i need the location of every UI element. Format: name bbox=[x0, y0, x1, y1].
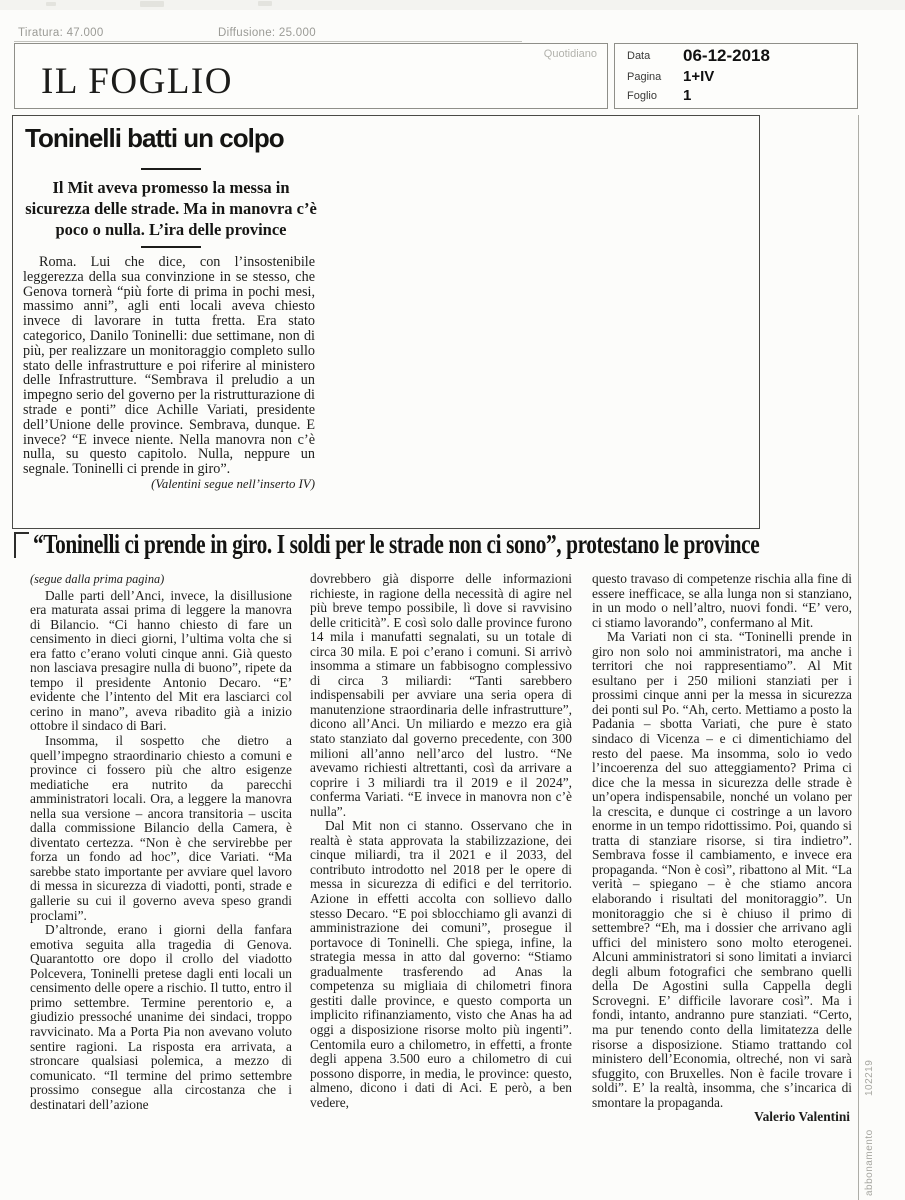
issue-info-box bbox=[614, 43, 858, 109]
headline-corner-bracket bbox=[14, 532, 29, 558]
article1-paragraph: Roma. Lui che dice, con l’insostenibile leggerezza della sua convinzione in se stesso, che Genova tornerà “più forte di prima in pochi mesi, massimo anni”, agli enti locali aveva chiesto invece di lavorare in tutta fretta. Era stato categorico, Danilo Toninelli: due settimane, non di più, per realizzare un monitoraggio completo sullo stato delle infrastrutture e poi riferire al ministero delle Infrastrutture. “Sembrava il preludio a un impegno serio del governo per la ristrutturazione di strade e ponti” dice Achille Variati, presidente dell’Unione delle province. Sembrava, dunque. E invece? “E invece niente. Nella manovra non c’è nulla, su questo capitolo. Nulla, neppure un segnale. Toninelli ci prende in giro”. bbox=[23, 255, 315, 478]
quotidiano-label: Quotidiano bbox=[543, 48, 597, 60]
scan-top-strip bbox=[0, 0, 905, 10]
pagina-value: 1+IV bbox=[683, 68, 715, 85]
article2-column-2 bbox=[310, 572, 572, 1168]
article2-column-1 bbox=[30, 572, 292, 1168]
foglio-value: 1 bbox=[683, 87, 692, 104]
masthead-box bbox=[14, 43, 608, 109]
article1-rule-bottom bbox=[141, 246, 201, 248]
pagina-label: Pagina bbox=[627, 71, 662, 83]
scan-smudge bbox=[46, 2, 56, 6]
article2-headline: “Toninelli ci prende in giro. I soldi per le strade non ci sono”, protestano le province bbox=[33, 529, 760, 559]
meta-underline bbox=[14, 41, 522, 42]
continuation-note: (segue dalla prima pagina) bbox=[30, 572, 165, 586]
article2-col2-p2: Dal Mit non ci stanno. Osservano che in realtà è stata approvata la stabilizzazione, dei cinque miliardi, tra il 2021 e il 2033, del contributo introdotto nel 2018 per le opere di messa in sicurezza di edifici e del territorio. Azione in effetti accolta con sollievo dallo stesso Decaro. “E poi sblocchiamo gli avanzi di amministrazione dei comuni”, prosegue il portavoce di Toninelli. Che spiega, infine, la strategia messa in atto dal governo: “Stiamo gradualmente trasferendo ad Anas la competenza su migliaia di chilometri finora gestiti dalle province, e questo comporta un implicito rifinanziamento, visto che Anas ha ad oggi a disposizione risorse molto più ingenti”. Centomila euro a chilometro, in effetti, a fronte degli appena 3.500 euro a chilometro di cui possono disporre, in media, le province: questo, almeno, dicono i dati di Aci. E però, a ben vedere, bbox=[310, 818, 572, 1110]
margin-vertical-code: abbonamento 102219 bbox=[864, 1059, 875, 1196]
scan-smudge bbox=[258, 1, 272, 6]
scan-smudge bbox=[140, 1, 164, 7]
article2-col3-p2: Ma Variati non ci sta. “Toninelli prende in giro non solo noi amministratori, ma anche i territori che noi rappresentiamo”. Al Mit esultano per i 250 milioni stanziati per i prossimi cinque anni per la messa in sicurezza dei ponti sul Po. “Ah, certo. Mettiamo a posto la Padania – sbotta Variati, che pure è stato sindaco di Vicenza – e ci dimentichiamo del resto del paese. Ma insomma, solo io vedo l’incoerenza del suo atteggiamento? Prima ci dice che la messa in sicurezza delle strade è un’opera indispensabile, nonché un volano per la crescita, e dunque ci costringe a un lavoro enorme in un tempo ridottissimo. Poi, quando si tratta di stanziare risorse, si tira indietro”. Sembrava fosse il cambiamento, e invece era propaganda. “Non è così”, ribattono al Mit. “La verità – spiegano – è che stiamo ancora elaborando i risultati del monitoraggio”. Un monitoraggio che si è chiuso il primo di settembre? “Eh, ma i dossier che arrivano agli uffici del ministero sono molto eterogenei. Alcuni amministratori si sono limitati a inviarci degli album fotografici che sembrano quelli della De Agostini sulla Cappella degli Scrovegni. E’ difficile lavorare così”. Ma i fondi, intanto, andranno pure stanziati. “Certo, ma pur tenendo conto della limitatezza delle risorse a disposizione. Stiamo trattando col ministero dell’Economia, oltreché, non vi sarà sfuggito, con Bruxelles. Non è facile trovare i soldi”. E’ la realtà, insomma, che s’incarica di smontare la propaganda. bbox=[592, 629, 852, 1110]
data-label: Data bbox=[627, 50, 651, 62]
diffusione-label: Diffusione: 25.000 bbox=[218, 27, 316, 39]
newspaper-masthead: IL FOGLIO bbox=[41, 61, 233, 102]
right-margin-line bbox=[858, 115, 859, 1200]
article1-subtitle: Il Mit aveva promesso la messa in sicurezza delle strade. Ma in manovra c’è poco o nulla. L’ira delle province bbox=[25, 178, 317, 239]
tiratura-label: Tiratura: 47.000 bbox=[18, 27, 104, 39]
article1-continuation-tag: (Valentini segue nell’inserto IV) bbox=[151, 476, 315, 491]
article2-column-3 bbox=[592, 572, 852, 1168]
article2-col1-p2: Insomma, il sospetto che dietro a quell’impegno straordinario chiesto a comuni e province ci fossero più che altro esigenze mediatiche era nutrito da parecchi amministratori locali. Ora, a leggere la manovra nella sua versione – ancora transitoria – uscita dalla commissione Bilancio della Camera, è diventato certezza. “Non è che servirebbe per forza un fondo ad hoc”, dice Variati. “Ma sarebbe stato importante per avviare quel lavoro di messa in sicurezza di viadotti, ponti, strade e gallerie su cui il governo aveva speso grandi proclami”. bbox=[30, 733, 292, 923]
foglio-label: Foglio bbox=[627, 90, 657, 102]
data-value: 06-12-2018 bbox=[683, 46, 770, 65]
article2-col1-p1: Dalle parti dell’Anci, invece, la disillusione era maturata assai prima di leggere la manovra di Bilancio. “Ci hanno chiesto di fare un censimento in dieci giorni, l’ultima volta che si era fatto c’erano voluti cinque anni. Già questo non lasciava presagire nulla di buono”, ripete da tempo il presidente Antonio Decaro. “E’ evidente che l’intento del Mit era lasciarci col cerino in mano”, aveva ribadito già a inizio ottobre il sindaco di Bari. bbox=[30, 587, 292, 734]
article2-col2-p1: dovrebbero già disporre delle informazioni richieste, in ragione della necessità di agire nel più breve tempo possibile, lì dove si ravvisino delle criticità”. E così solo dalle province furono 14 mila i manufatti segnalati, su un totale di circa 30 mila. E poi c’erano i comuni. Si arrivò insomma a stimare un fabbisogno complessivo di circa 3 miliardi: “Tanti sarebbero indispensabili per avviare una seria opera di manutenzione straordinaria delle infrastrutture”, dicono all’Anci. Un miliardo e mezzo era già stato stanziato dal governo precedente, con 300 milioni all’anno nell’arco del lustro. “Ne avevamo richiesti altrettanti, così da arrivare a coprire i 3 miliardi tra il 2019 e il 2024”, conferma Variati. “E invece in manovra non c’è nulla”. bbox=[310, 572, 572, 819]
article1-rule-top bbox=[141, 168, 201, 170]
article2-byline: Valerio Valentini bbox=[754, 1109, 850, 1125]
article2-col1-p3: D’altronde, erano i giorni della fanfara emotiva seguita alla tragedia di Genova. Quarantotto ore dopo il crollo del viadotto Polcevera, Toninelli pretese dagli enti locali un censimento delle opere a rischio. Il tutto, entro il primo settembre. Termine perentorio e, a giudizio pressoché unanime dei sindaci, troppo ravvicinato. Ma a Porta Pia non avevano voluto sentire ragioni. La risposta era arrivata, a stroncare qualsiasi polemica, a mezzo di comunicato. “Il termine del primo settembre prossimo consegue alla circostanza che i destinatari dell’azione bbox=[30, 922, 292, 1112]
article2-col3-p1: questo travaso di competenze rischia alla fine di essere inefficace, se alla lunga non si stanziano, in un modo o nell’altro, nuovi fondi. “E’ vero, ci stiamo lavorando”, confermano al Mit. bbox=[592, 572, 852, 630]
article1-body bbox=[23, 255, 315, 492]
article1-frame bbox=[12, 115, 760, 529]
article2-headline-wrap bbox=[33, 529, 905, 567]
article1-title: Toninelli batti un colpo bbox=[25, 123, 284, 153]
